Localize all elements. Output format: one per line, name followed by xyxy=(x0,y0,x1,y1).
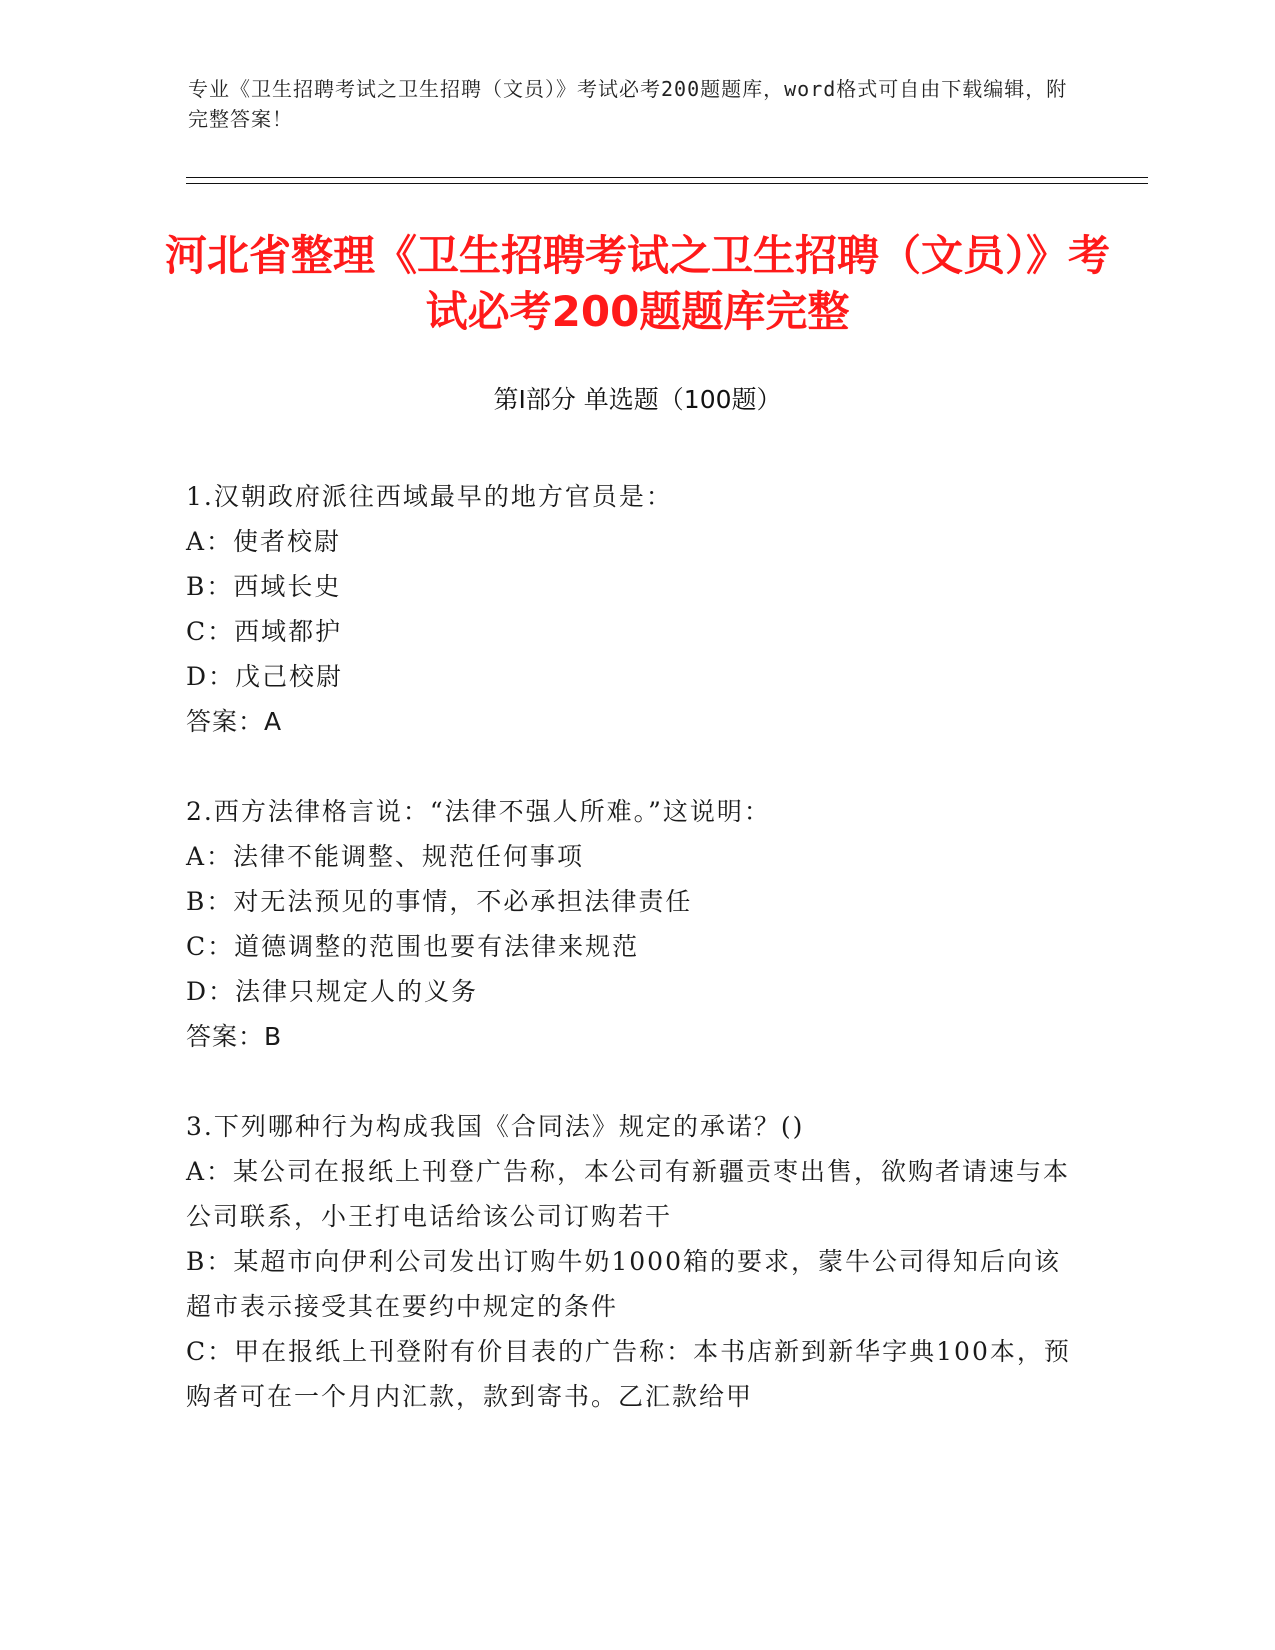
question-3 xyxy=(186,1104,1076,1419)
header-divider-bottom xyxy=(186,183,1148,184)
question-list xyxy=(186,474,1076,1464)
section-title: 第I部分 单选题（100题） xyxy=(493,385,782,414)
header-divider-top xyxy=(186,177,1148,178)
option-c: C：甲在报纸上刊登附有价目表的广告称：本书店新到新华字典100本，预购者可在一个月内汇款，款到寄书。乙汇款给甲 xyxy=(186,1337,1071,1411)
option-a: A：某公司在报纸上刊登广告称，本公司有新疆贡枣出售，欲购者请速与本公司联系，小王打电话给该公司订购若干 xyxy=(186,1157,1071,1231)
option-b: B：某超市向伊利公司发出订购牛奶1000箱的要求，蒙牛公司得知后向该超市表示接受其在要约中规定的条件 xyxy=(186,1247,1061,1321)
option-d: D：戊己校尉 xyxy=(186,662,344,691)
question-stem: 1.汉朝政府派往西域最早的地方官员是： xyxy=(186,482,673,511)
option-c: C：道德调整的范围也要有法律来规范 xyxy=(186,932,640,961)
option-a: A：法律不能调整、规范任何事项 xyxy=(186,842,585,871)
header-note: 专业《卫生招聘考试之卫生招聘（文员）》考试必考200题题库，word格式可自由下载编辑，附完整答案！ xyxy=(188,77,1068,131)
option-b: B：对无法预见的事情，不必承担法律责任 xyxy=(186,887,693,916)
answer: 答案：B xyxy=(186,1022,283,1051)
question-stem: 3.下列哪种行为构成我国《合同法》规定的承诺？() xyxy=(186,1112,805,1141)
question-2 xyxy=(186,789,1076,1059)
question-1 xyxy=(186,474,1076,744)
option-d: D：法律只规定人的义务 xyxy=(186,977,479,1006)
option-b: B：西域长史 xyxy=(186,572,342,601)
answer: 答案：A xyxy=(186,707,283,736)
question-stem: 2.西方法律格言说：“法律不强人所难。”这说明： xyxy=(186,797,771,826)
option-c: C：西域都护 xyxy=(186,617,343,646)
option-a: A：使者校尉 xyxy=(186,527,342,556)
document-title: 河北省整理《卫生招聘考试之卫生招聘（文员）》考试必考200题题库完整 xyxy=(164,231,1110,336)
